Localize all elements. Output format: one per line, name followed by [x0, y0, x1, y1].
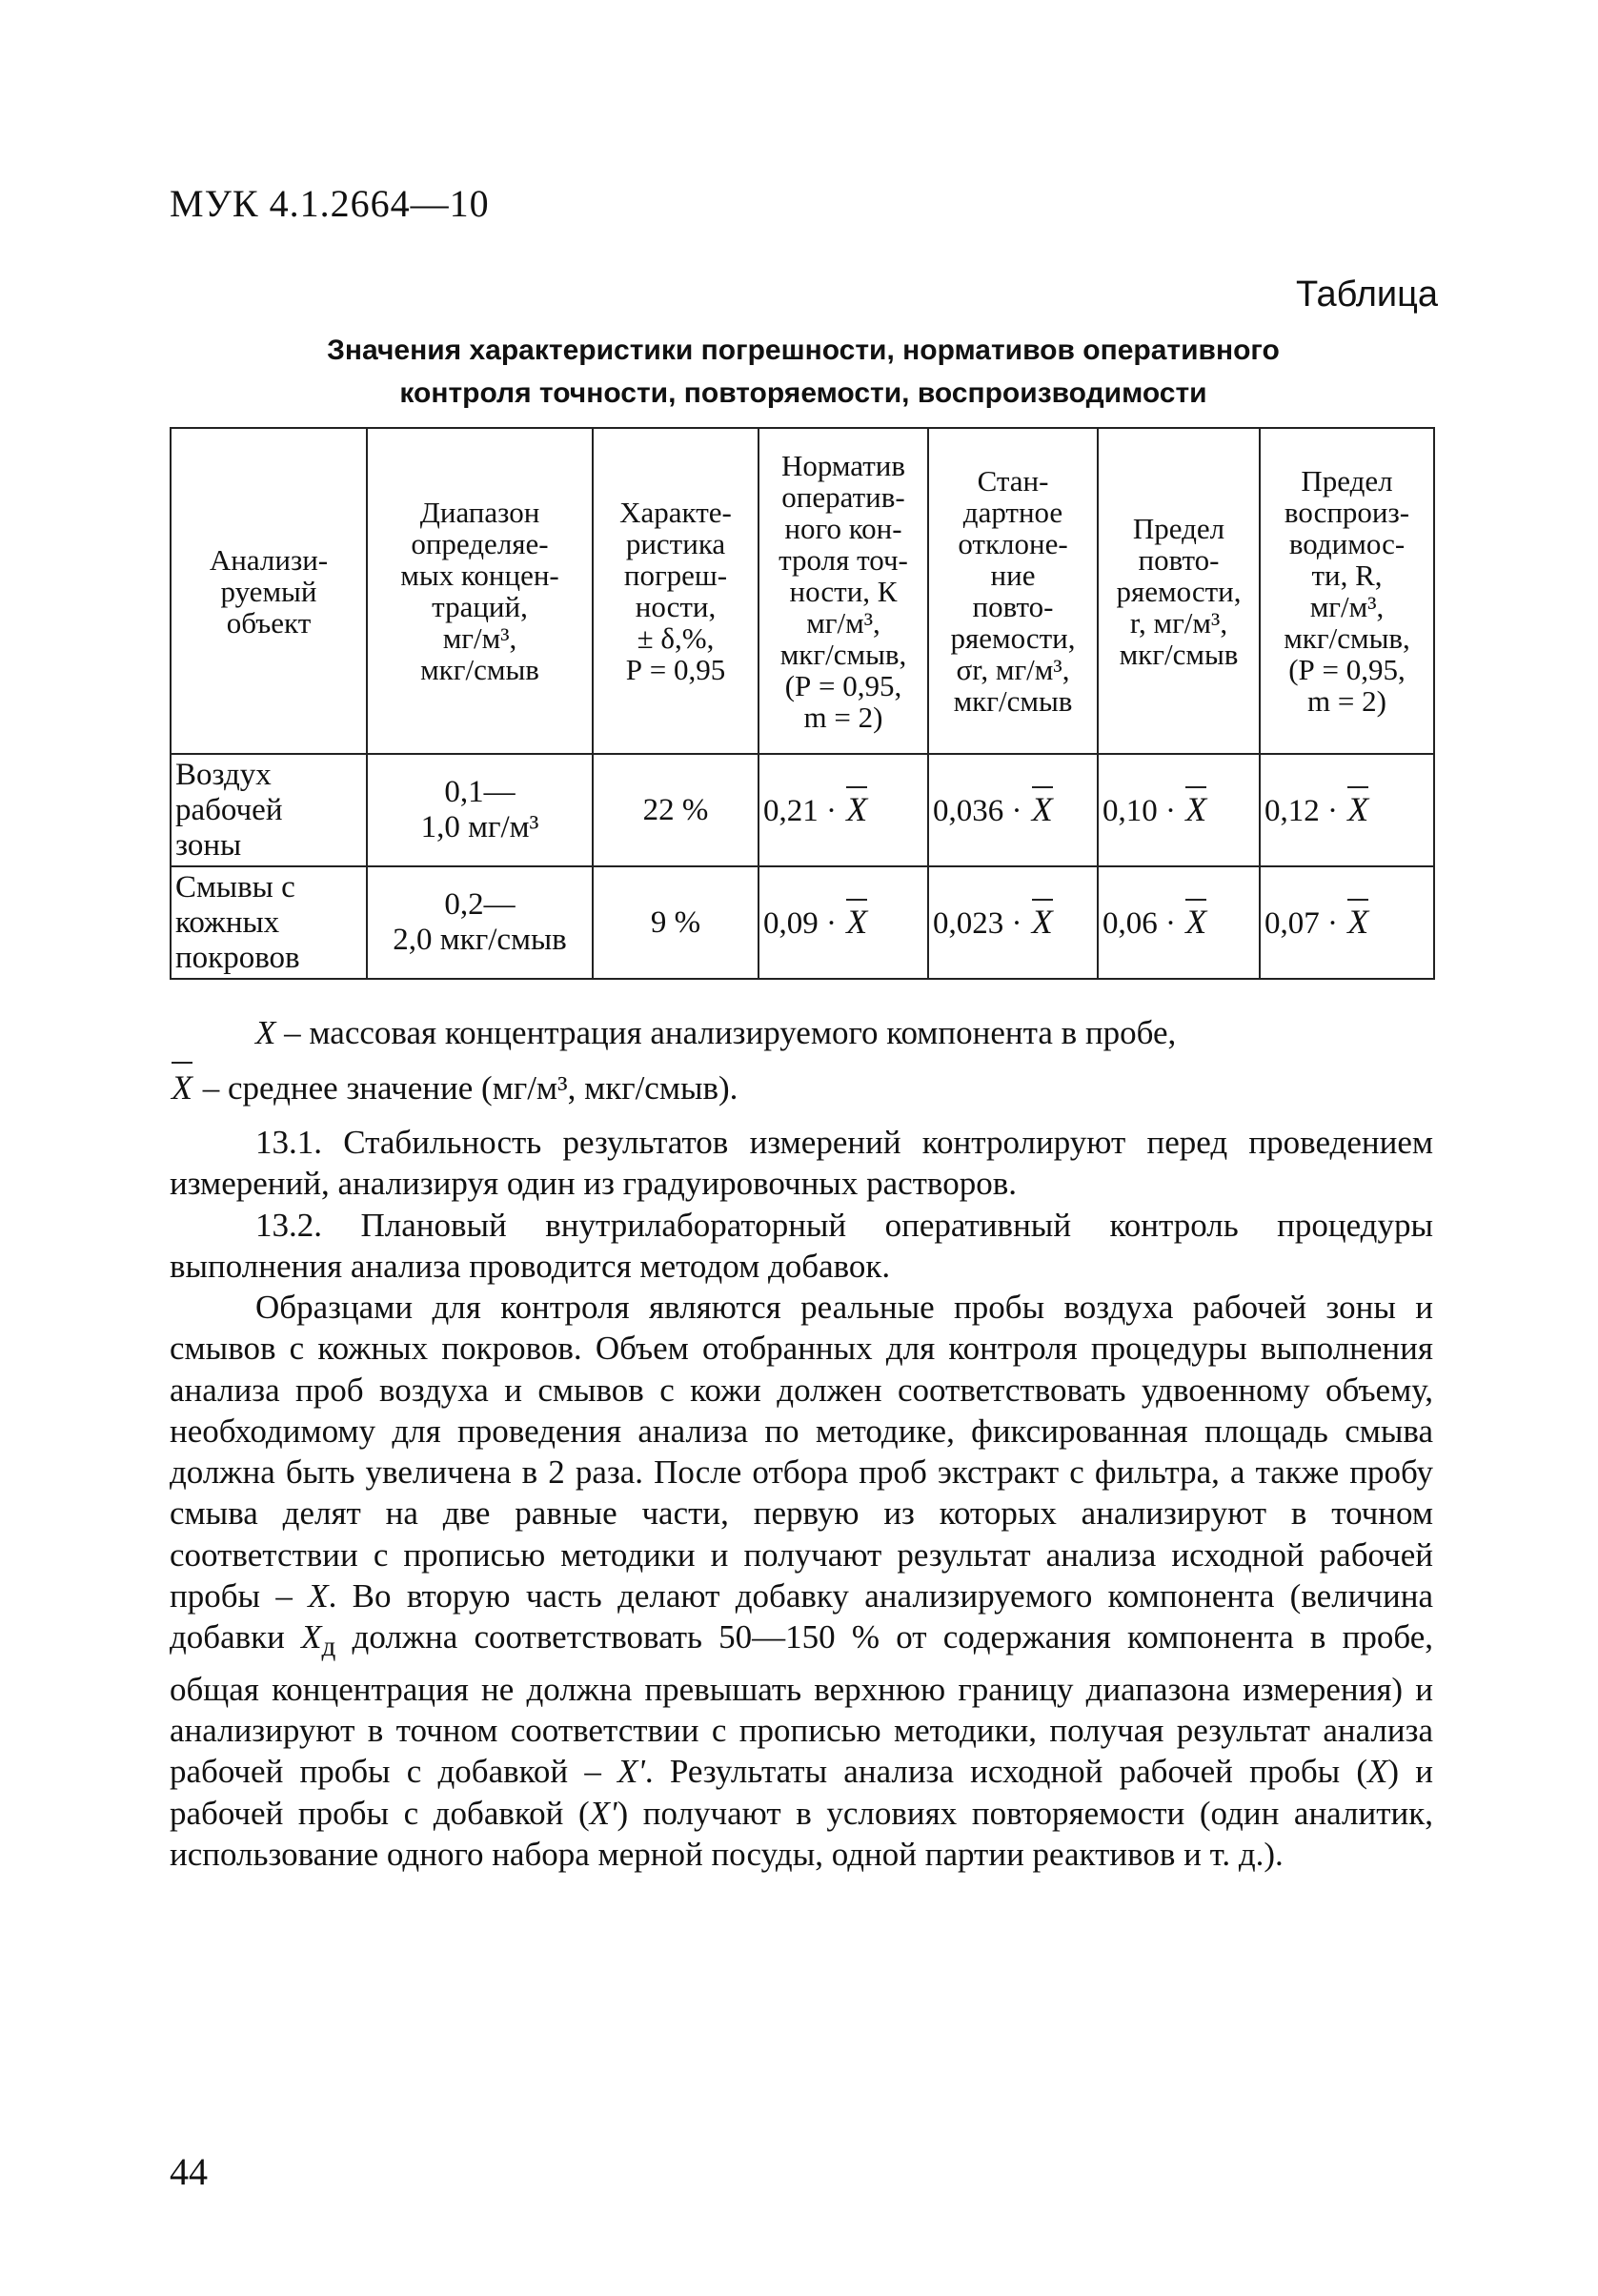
header-cell — [367, 428, 593, 754]
x-prime-symbol: X' — [589, 1794, 617, 1832]
x-symbol: X — [255, 1014, 276, 1051]
coef-text: 0,09 · — [763, 905, 837, 941]
xd-symbol: X — [301, 1618, 322, 1656]
x-symbol: X — [308, 1577, 329, 1615]
mean-symbol: X — [1347, 789, 1369, 828]
header-cell — [593, 428, 759, 754]
legend-text: – массовая концентрация анализируемого компонента в пробе, — [275, 1014, 1177, 1051]
mean-symbol: X — [1347, 902, 1369, 941]
legend-text: – среднее значение (мг/м³, мкг/смыв). — [194, 1069, 738, 1107]
header-cell — [1098, 428, 1260, 754]
coef-text: 0,036 · — [933, 793, 1022, 828]
range-cell — [367, 754, 593, 866]
repeatability-cell — [1098, 754, 1260, 866]
header-text: Характе- ристика погреш- ности, ± δ,%, Р = 0,95 — [619, 496, 732, 686]
mean-symbol: X — [1185, 902, 1207, 941]
stddev-cell — [928, 866, 1098, 979]
table-label: Таблица — [1296, 274, 1438, 315]
table-row — [171, 754, 1434, 866]
reproducibility-cell — [1260, 866, 1434, 979]
x-prime-symbol: X' — [617, 1753, 645, 1791]
legend-line-mean — [170, 1067, 1433, 1108]
coef-text: 0,07 · — [1264, 905, 1338, 941]
page-number: 44 — [170, 2150, 208, 2193]
coef-text: 0,023 · — [933, 905, 1022, 941]
table-row — [171, 866, 1434, 979]
repeatability-cell — [1098, 866, 1260, 979]
xd-subscript: д — [321, 1632, 336, 1663]
paragraph-text: ) получают в условиях повторяемости (один аналитик, использование одного набора мерной посуды, одной партии реактивов и т. д.). — [170, 1794, 1433, 1873]
legend-line-x — [170, 1012, 1433, 1053]
table-header-row — [171, 428, 1434, 754]
header-text: Предел воспроиз- водимос- ти, R, мг/м³, мкг/смыв, (Р = 0,95, m = 2) — [1284, 464, 1410, 718]
header-text: Анализи- руемый объект — [209, 542, 329, 640]
mean-symbol: X — [1031, 789, 1053, 828]
paragraph-text: Образцами для контроля являются реальные пробы воздуха рабочей зоны и смывов с кожных покровов. Объем отобранных для контроля процедуры выполнения анализа проб воздуха и смывов с кожи должен соответствовать удвоенному объему, необходимому для проведения анализа по методике, фиксированная площадь смыва должна быть увеличена в 2 раза. После отбора проб экстракт с фильтра, а также пробу смыва делят на две равные части, первую из которых анализируют в точном соответствии с прописью методики и получают результат анализа исходной рабочей пробы – — [170, 1289, 1433, 1615]
error-cell: 22 % — [593, 754, 759, 866]
reproducibility-cell — [1260, 754, 1434, 866]
document-id: МУК 4.1.2664—10 — [170, 182, 490, 225]
table-title — [170, 329, 1437, 415]
header-cell — [759, 428, 928, 754]
paragraph-method — [170, 1287, 1433, 1875]
range-text: 0,2— 2,0 мкг/смыв — [393, 887, 567, 957]
mean-symbol: X — [1031, 902, 1053, 941]
object-cell — [171, 866, 367, 979]
paragraph-13-2 — [170, 1205, 1433, 1288]
paragraph-13-1 — [170, 1122, 1433, 1205]
object-text: Смывы с кожных покровов — [175, 869, 300, 975]
mean-symbol: X — [846, 789, 868, 828]
paragraph-text: . Результаты анализа исходной рабочей пробы ( — [644, 1753, 1368, 1791]
header-cell — [1260, 428, 1434, 754]
control-norm-cell — [759, 866, 928, 979]
table-title-line: Значения характеристики погрешности, нормативов оперативного — [327, 335, 1280, 366]
header-text: Норматив оператив- ного кон- троля точ- ности, К мг/м³, мкг/смыв, (Р = 0,95, m = 2) — [779, 448, 908, 734]
mean-symbol: X — [1185, 789, 1207, 828]
paragraph-text: должна соответствовать 50—150 % от содержания компонента в пробе, общая концентрация не должна превышать верхнюю границу диапазона измерения) и анализируют в точном соответствии с прописью методики, получая результат анализа рабочей пробы с добавкой – — [170, 1618, 1433, 1791]
header-cell — [928, 428, 1098, 754]
control-norm-cell — [759, 754, 928, 866]
header-text: Предел повто- ряемости, r, мг/м³, мкг/смыв — [1116, 511, 1242, 671]
paragraph-text: 13.2. Плановый внутрилабораторный оперативный контроль процедуры выполнения анализа проводится методом добавок. — [170, 1207, 1433, 1286]
header-cell — [171, 428, 367, 754]
object-text: Воздух рабочей зоны — [175, 757, 283, 863]
table-title-line: контроля точности, повторяемости, воспроизводимости — [399, 377, 1207, 409]
error-cell: 9 % — [593, 866, 759, 979]
coef-text: 0,06 · — [1102, 905, 1176, 941]
data-table — [170, 427, 1435, 980]
coef-text: 0,12 · — [1264, 793, 1338, 828]
x-symbol: X — [1367, 1753, 1388, 1791]
header-text: Диапазон определяе- мых концен- траций, мг/м³, мкг/смыв — [400, 496, 559, 686]
coef-text: 0,21 · — [763, 793, 837, 828]
coef-text: 0,10 · — [1102, 793, 1176, 828]
mean-symbol: X — [846, 902, 868, 941]
paragraph-text: ) и рабочей пробы с добавкой ( — [170, 1753, 1433, 1832]
paragraph-text: . Во вторую часть делают добавку анализируемого компонента (величина добавки — [170, 1577, 1433, 1656]
header-text: Стан- дартное отклоне- ние повто- ряемости, σr, мг/м³, мкг/смыв — [950, 464, 1076, 718]
stddev-cell — [928, 754, 1098, 866]
mean-symbol: X — [170, 1067, 194, 1108]
paragraph-text: 13.1. Стабильность результатов измерений контролируют перед проведением измерений, анализируя один из градуировочных растворов. — [170, 1124, 1433, 1203]
range-cell — [367, 866, 593, 979]
range-text: 0,1— 1,0 мг/м³ — [420, 775, 539, 844]
object-cell — [171, 754, 367, 866]
